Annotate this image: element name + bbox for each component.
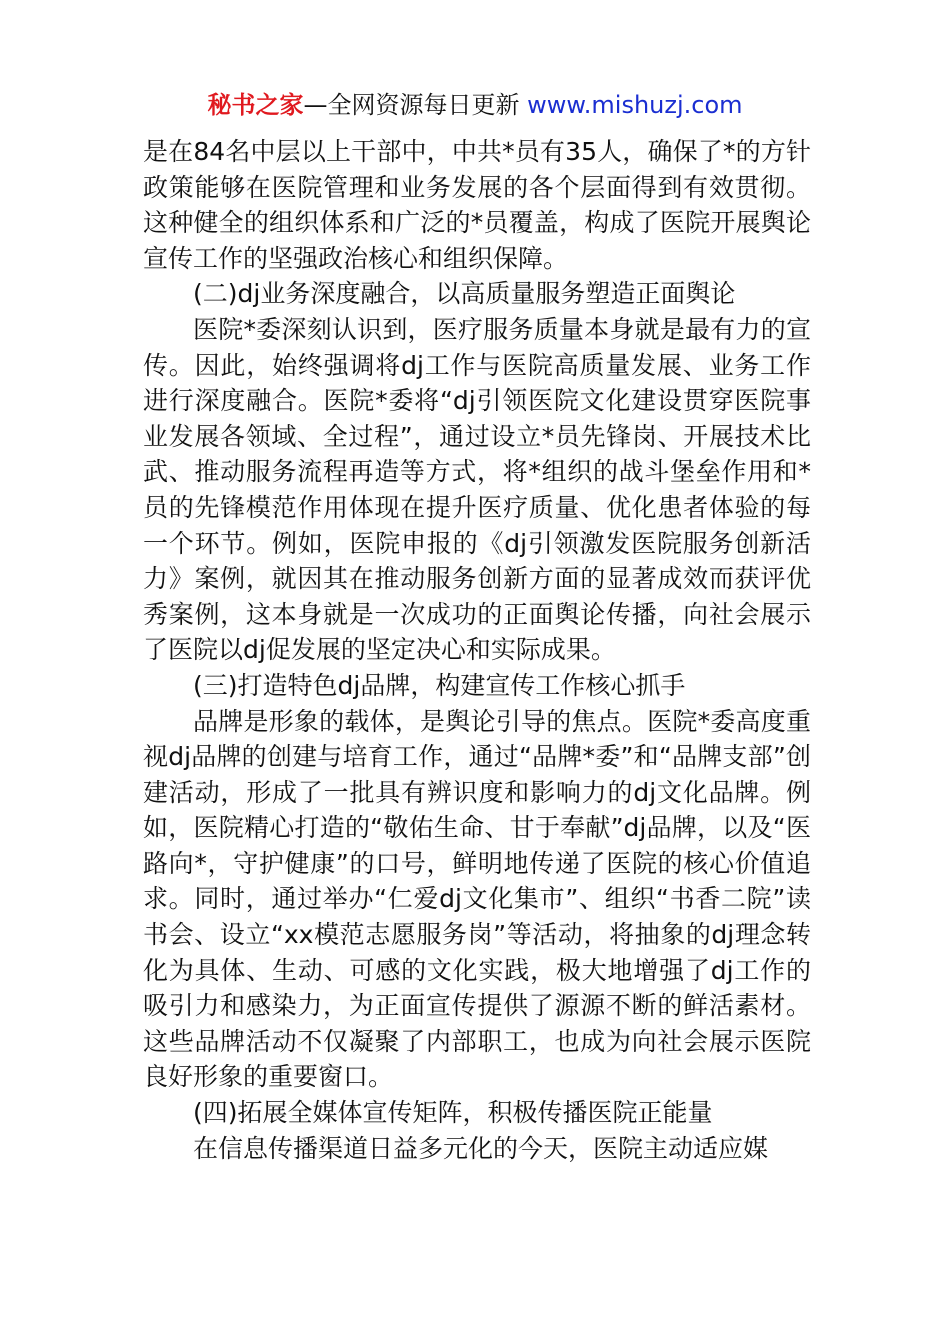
section-heading-2: (二)dj业务深度融合，以高质量服务塑造正面舆论	[193, 279, 736, 309]
document-body	[143, 134, 811, 1166]
paragraph-organization: 是在84名中层以上干部中，中共*员有35人，确保了*的方针政策能够在医院管理和业务发展的各个层面得到有效贯彻。这种健全的组织体系和广泛的*员覆盖，构成了医院开展舆论宣传工作的坚强政治核心和组织保障。	[143, 137, 811, 273]
paragraph-integration: 医院*委深刻认识到，医疗服务质量本身就是最有力的宣传。因此，始终强调将dj工作与医院高质量发展、业务工作进行深度融合。医院*委将“dj引领医院文化建设贯穿医院事业发展各领域、全过程”，通过设立*员先锋岗、开展技术比武、推动服务流程再造等方式，将*组织的战斗堡垒作用和*员的先锋模范作用体现在提升医疗质量、优化患者体验的每一个环节。例如，医院申报的《dj引领激发医院服务创新活力》案例，就因其在推动服务创新方面的显著成效而获评优秀案例，这本身就是一次成功的正面舆论传播，向社会展示了医院以dj促发展的坚定决心和实际成果。	[143, 314, 811, 665]
brand-name: 秘书之家	[207, 91, 304, 119]
site-url-link[interactable]: www.mishuzj.com	[527, 91, 743, 119]
section-heading-4: (四)拓展全媒体宣传矩阵，积极传播医院正能量	[193, 1098, 713, 1128]
paragraph-brand: 品牌是形象的载体，是舆论引导的焦点。医院*委高度重视dj品牌的创建与培育工作，通过“品牌*委”和“品牌支部”创建活动，形成了一批具有辨识度和影响力的dj文化品牌。例如，医院精心打造的“敬佑生命、甘于奉献”dj品牌，以及“医路向*，守护健康”的口号，鲜明地传递了医院的核心价值追求。同时，通过举办“仁爱dj文化集市”、组织“书香二院”读书会、设立“xx模范志愿服务岗”等活动，将抽象的dj理念转化为具体、生动、可感的文化实践，极大地增强了dj工作的吸引力和感染力，为正面宣传提供了源源不断的鲜活素材。这些品牌活动不仅凝聚了内部职工，也成为向社会展示医院良好形象的重要窗口。	[143, 706, 811, 1092]
paragraph-media: 在信息传播渠道日益多元化的今天，医院主动适应媒	[193, 1133, 769, 1163]
page-header	[0, 86, 950, 124]
header-tagline: —全网资源每日更新	[303, 91, 528, 119]
section-heading-3: (三)打造特色dj品牌，构建宣传工作核心抓手	[193, 670, 686, 700]
